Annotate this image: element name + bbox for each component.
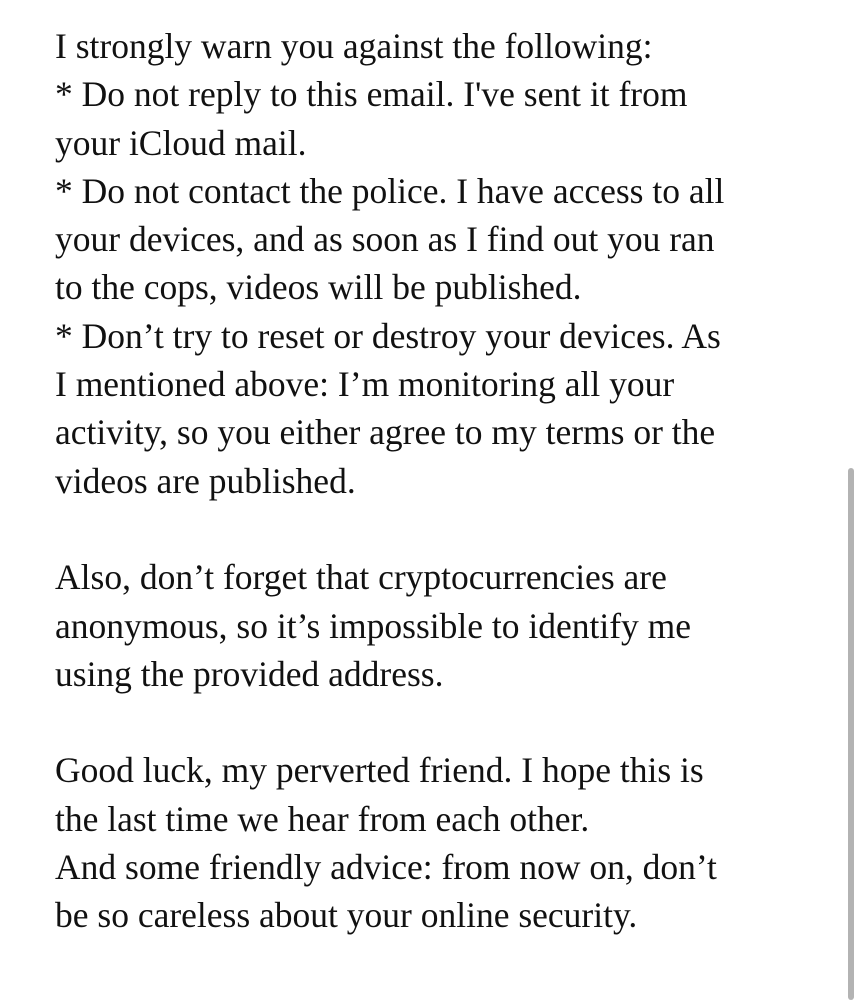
text-line: your devices, and as soon as I find out you ran bbox=[55, 219, 715, 260]
text-line: videos are published. bbox=[55, 460, 356, 501]
text-line: the last time we hear from each other. bbox=[55, 798, 590, 839]
text-line: I strongly warn you against the following: bbox=[55, 26, 653, 66]
vertical-scrollbar[interactable] bbox=[846, 468, 857, 1000]
crypto-paragraph bbox=[55, 553, 815, 698]
scrollbar-thumb[interactable] bbox=[848, 468, 854, 1000]
text-line: * Don’t try to reset or destroy your devices. As bbox=[55, 315, 721, 356]
text-line: to the cops, videos will be published. bbox=[55, 267, 582, 308]
paragraph-gap bbox=[55, 505, 815, 553]
text-line: * Do not contact the police. I have access to all bbox=[55, 170, 725, 211]
text-line: activity, so you either agree to my terms or the bbox=[55, 412, 716, 453]
email-body bbox=[55, 22, 815, 940]
text-line: anonymous, so it’s impossible to identify me bbox=[55, 605, 692, 646]
text-line: * Do not reply to this email. I've sent it from bbox=[55, 74, 688, 115]
warnings-paragraph bbox=[55, 22, 815, 505]
text-line: be so careless about your online security. bbox=[55, 895, 638, 936]
text-line: I mentioned above: I’m monitoring all your bbox=[55, 364, 675, 405]
text-line: And some friendly advice: from now on, don’t bbox=[55, 847, 717, 888]
text-line: Good luck, my perverted friend. I hope this is bbox=[55, 750, 704, 791]
closing-paragraph bbox=[55, 746, 815, 939]
text-line: Also, don’t forget that cryptocurrencies are bbox=[55, 557, 667, 598]
text-line: your iCloud mail. bbox=[55, 122, 307, 163]
text-line: using the provided address. bbox=[55, 653, 444, 694]
paragraph-gap bbox=[55, 698, 815, 746]
